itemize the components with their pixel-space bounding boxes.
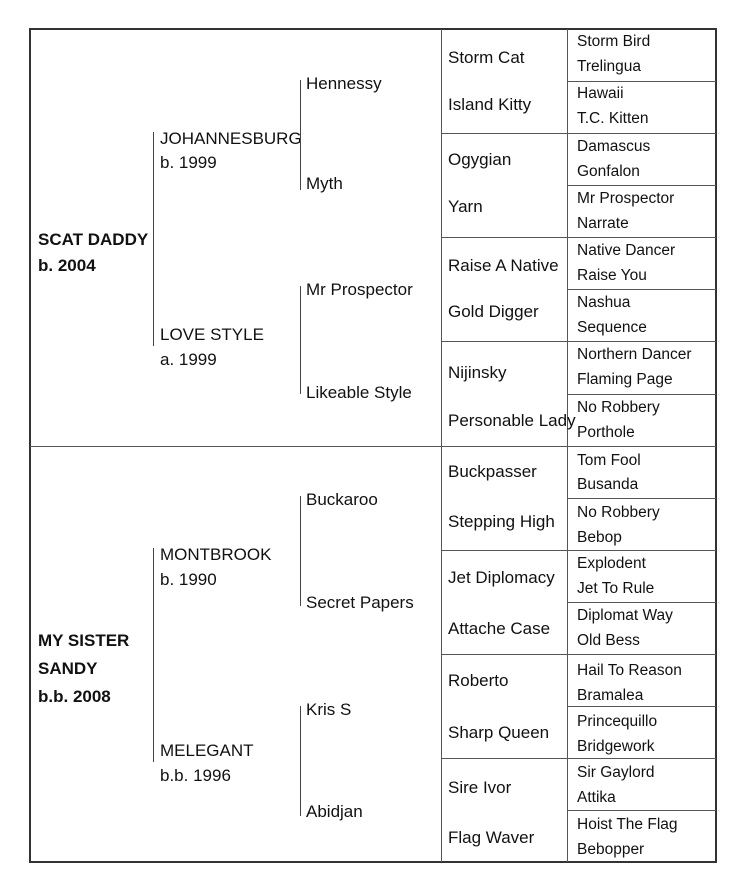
gen4-name-1: Island Kitty [448,95,532,114]
gen2-born-2: b. 1990 [160,570,217,589]
gen5-dam-6: Flaming Page [577,371,673,388]
gen5-divider-7 [568,394,716,395]
gen4-name-6: Nijinsky [448,363,507,382]
gen5-sire-3: Mr Prospector [577,190,675,207]
gen4-name-4: Raise A Native [448,256,559,275]
gen5-divider-8 [568,446,716,447]
gen5-dam-9: Bebop [577,529,622,546]
gen3-name-7: Abidjan [306,802,363,821]
gen5-divider-3 [568,185,716,186]
gen2-name-2: MONTBROOK [160,545,272,564]
gen4-divider-6 [442,654,567,655]
sire-born: b. 2004 [38,256,96,275]
gen5-divider-11 [568,602,716,603]
gen3-name-6: Kris S [306,700,352,719]
gen5-dam-10: Jet To Rule [577,580,655,597]
gen5-sire-6: Northern Dancer [577,346,692,363]
gen4-divider-7 [442,758,567,759]
gen4-name-11: Attache Case [448,619,551,638]
gen3-name-3: Likeable Style [306,383,412,402]
gen5-divider-9 [568,498,716,499]
gen2-name-1: LOVE STYLE [160,325,264,344]
gen2-born-3: b.b. 1996 [160,766,231,785]
gen5-sire-10: Explodent [577,555,646,572]
gen5-divider-15 [568,810,716,811]
gen3-name-5: Secret Papers [306,593,414,612]
gen4-name-8: Buckpasser [448,462,537,481]
dam-name-line1: MY SISTER [38,631,130,650]
gen5-dam-3: Narrate [577,215,629,232]
gen5-divider-6 [568,341,716,342]
gen5-sire-1: Hawaii [577,85,624,102]
gen4-name-15: Flag Waver [448,828,535,847]
gen5-dam-4: Raise You [577,267,647,284]
gen5-sire-0: Storm Bird [577,33,651,50]
gen4-name-5: Gold Digger [448,302,539,321]
gen4-name-9: Stepping High [448,512,555,531]
gen4-name-12: Roberto [448,671,509,690]
gen3-name-0: Hennessy [306,74,382,93]
gen2-born-0: b. 1999 [160,153,217,172]
sire-name: SCAT DADDY [38,230,149,249]
gen4-name-3: Yarn [448,197,483,216]
gen5-dam-5: Sequence [577,319,647,336]
gen5-dam-12: Bramalea [577,687,644,704]
gen4-name-2: Ogygian [448,150,512,169]
gen2-born-1: a. 1999 [160,350,217,369]
gen2-name-0: JOHANNESBURG [160,129,302,148]
half-divider [30,446,442,447]
gen5-sire-11: Diplomat Way [577,607,673,624]
gen5-sire-4: Native Dancer [577,242,676,259]
gen4-divider-5 [442,550,567,551]
gen5-dam-13: Bridgework [577,738,655,755]
gen5-dam-1: T.C. Kitten [577,110,649,127]
gen5-dam-11: Old Bess [577,632,640,649]
gen5-sire-7: No Robbery [577,399,660,416]
gen3-name-1: Myth [306,174,343,193]
bracket-gen3-1 [300,286,305,394]
gen3-name-4: Buckaroo [306,490,378,509]
gen4-name-0: Storm Cat [448,48,525,67]
gen5-sire-9: No Robbery [577,504,660,521]
gen5-divider-12 [568,654,716,655]
bracket-gen3-2 [300,496,305,606]
gen5-dam-14: Attika [577,789,616,806]
gen5-sire-14: Sir Gaylord [577,764,655,781]
dam-born: b.b. 2008 [38,687,111,706]
gen5-dam-15: Bebopper [577,841,645,858]
dam-name-line2: SANDY [38,659,98,678]
gen5-dam-7: Porthole [577,424,635,441]
gen4-divider-4 [442,446,567,447]
bracket-gen3-0 [300,80,305,190]
bracket-dam [153,548,158,762]
gen5-dam-0: Trelingua [577,58,642,75]
gen5-dam-8: Busanda [577,476,639,493]
gen2-name-3: MELEGANT [160,741,254,760]
gen4-name-7: Personable Lady [448,411,576,430]
gen5-divider-5 [568,289,716,290]
gen5-sire-13: Princequillo [577,713,658,730]
gen5-sire-5: Nashua [577,294,631,311]
gen5-sire-8: Tom Fool [577,452,641,469]
gen5-sire-12: Hail To Reason [577,662,682,679]
gen4-name-14: Sire Ivor [448,778,512,797]
bracket-sire [153,132,158,346]
gen4-divider-3 [442,341,567,342]
gen4-name-10: Jet Diplomacy [448,568,555,587]
bracket-gen3-3 [300,706,305,816]
gen4-name-13: Sharp Queen [448,723,550,742]
gen5-divider-4 [568,237,716,238]
gen3-name-2: Mr Prospector [306,280,413,299]
gen5-sire-2: Damascus [577,138,651,155]
gen5-divider-2 [568,133,716,134]
gen5-divider-10 [568,550,716,551]
gen5-dam-2: Gonfalon [577,163,640,180]
gen4-divider-1 [442,133,567,134]
gen4-divider-2 [442,237,567,238]
gen5-sire-15: Hoist The Flag [577,816,678,833]
